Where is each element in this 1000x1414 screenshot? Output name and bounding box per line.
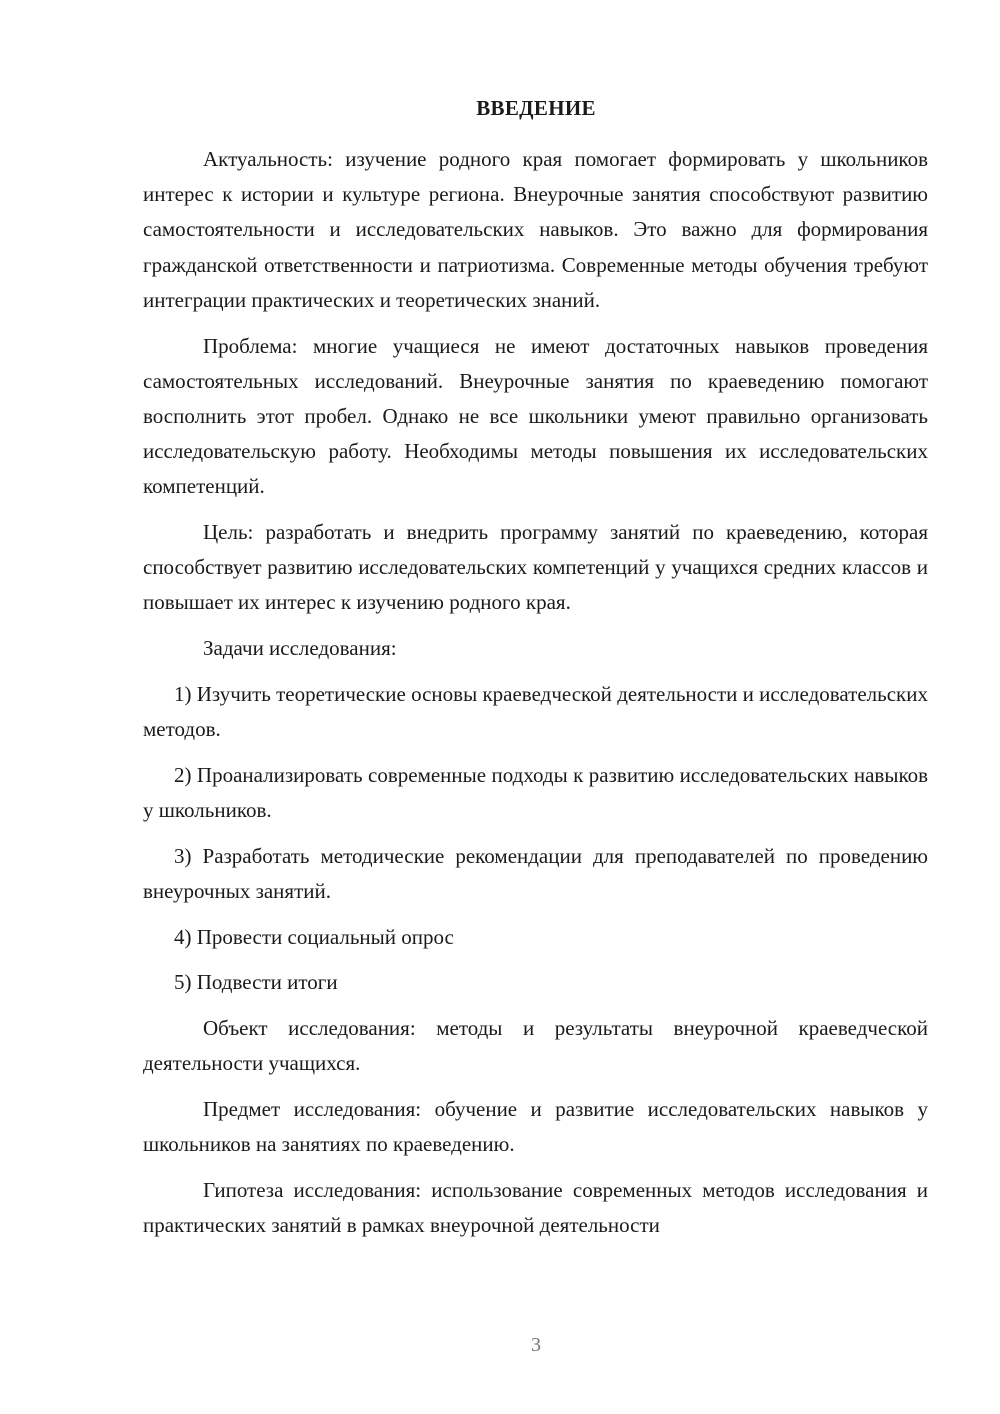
task-item: 3) Разработать методические рекомендации для преподавателей по проведению внеурочных занятий. [143, 843, 928, 903]
task-item: 1) Изучить теоретические основы краеведческой деятельности и исследовательских методов. [143, 681, 928, 742]
task-item: 2) Проанализировать современные подходы к развитию исследовательских навыков у школьников. [143, 762, 928, 822]
paragraph-object: Объект исследования: методы и результаты внеурочной краеведческой деятельности учащихся. [143, 1015, 928, 1076]
paragraph-problem: Проблема: многие учащиеся не имеют достаточных навыков проведения самостоятельных исследований. Внеурочные занятия по краеведению помогают восполнить этот пробел. Однако не все школьники умеют правильно организовать исследовательскую работу. Необходимы методы повышения их исследовательских компетенций. [143, 333, 928, 499]
paragraph-hypothesis: Гипотеза исследования: использование современных методов исследования и практических занятий в рамках внеурочной деятельности [143, 1177, 928, 1237]
task-item: 4) Провести социальный опрос [174, 924, 454, 949]
section-title: ВВЕДЕНИЕ [476, 96, 596, 120]
paragraph-goal: Цель: разработать и внедрить программу занятий по краеведению, которая способствует развитию исследовательских компетенций у учащихся средних классов и повышает их интерес к изучению родного края. [143, 520, 928, 615]
task-item: 5) Подвести итоги [174, 970, 338, 995]
paragraph-subject: Предмет исследования: обучение и развитие исследовательских навыков у школьников на занятиях по краеведению. [143, 1096, 928, 1157]
page-number: 3 [531, 1334, 541, 1356]
paragraph-relevance: Актуальность: изучение родного края помогает формировать у школьников интерес к истории и культуре региона. Внеурочные занятия способствуют развитию самостоятельности и исследовательских навыков. Это важно для формирования гражданской ответственности и патриотизма. Современные методы обучения требуют интеграции практических и теоретических знаний. [143, 147, 928, 312]
body-text [143, 142, 928, 1254]
paragraph-tasks-heading: Задачи исследования: [203, 636, 397, 661]
